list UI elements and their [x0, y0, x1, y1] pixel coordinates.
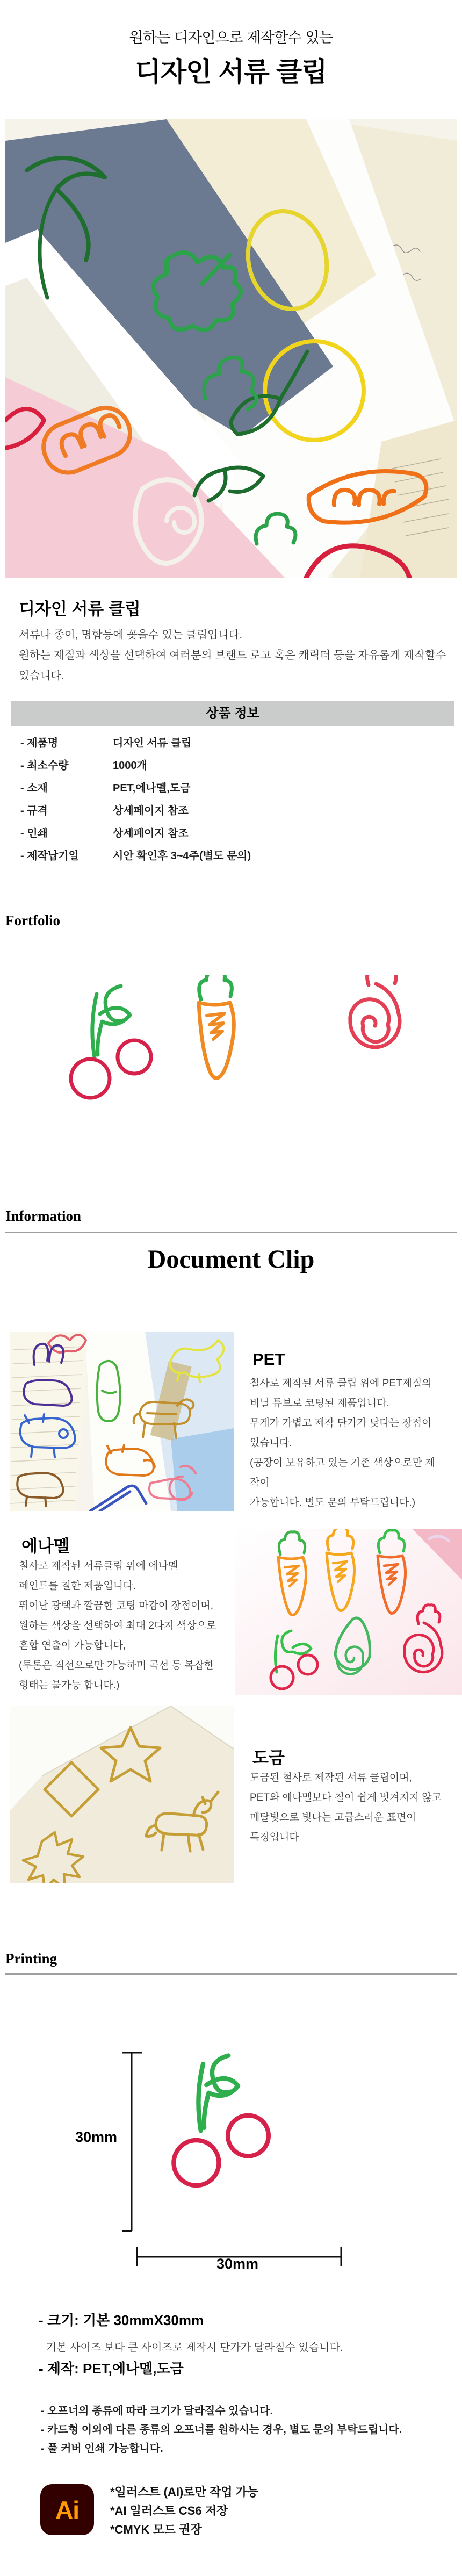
- product-info-row: [11, 824, 454, 847]
- note-line: - 오프너의 종류에 따라 크기가 달라질수 있습니다.: [41, 2405, 273, 2417]
- text-line: 페인트를 칠한 제품입니다.: [19, 1580, 136, 1592]
- product-info-row: [11, 779, 454, 802]
- row-value: 1000개: [113, 760, 147, 772]
- row-label: - 소재: [20, 782, 48, 794]
- document-clip-title: Document Clip: [147, 1245, 315, 1273]
- width-dimension-label: 30mm: [216, 2256, 259, 2272]
- row-value: 디자인 서류 클립: [113, 737, 192, 749]
- pet-sample-photo: [10, 1332, 234, 1511]
- material-heading: - 제작: PET,에나멜,도금: [39, 2361, 184, 2377]
- text-line: 혼합 연출이 가능합니다,: [19, 1640, 126, 1651]
- requirement-line: *일러스트 (AI)로만 작업 가능: [110, 2485, 259, 2499]
- intro-heading: 디자인 서류 클립: [19, 600, 141, 618]
- requirement-line: *AI 일러스트 CS6 저장: [110, 2504, 228, 2517]
- text-line: (공장이 보유하고 있는 기존 색상으로만 제작이: [250, 1457, 435, 1488]
- page-title: 디자인 서류 클립: [135, 57, 327, 87]
- intro-line: 있습니다.: [19, 670, 64, 682]
- row-value: 시안 확인후 3~4주(별도 문의): [113, 850, 251, 862]
- text-line: (투톤은 직선으로만 가능하며 곡선 등 복잡한: [19, 1660, 214, 1671]
- intro-line: 서류나 종이, 명함등에 꽂을수 있는 클립입니다.: [19, 629, 243, 641]
- page-subtitle: 원하는 디자인으로 제작할수 있는: [129, 30, 333, 46]
- text-line: 도금된 철사로 제작된 서류 클립이며,: [250, 1772, 412, 1783]
- text-line: 무게가 가볍고 제작 단가가 낮다는 장점이: [250, 1417, 432, 1429]
- row-value: PET,에나멜,도금: [113, 782, 191, 794]
- pet-section-text: [250, 1373, 443, 1513]
- text-line: 형태는 불가능 합니다.): [19, 1680, 120, 1691]
- enamel-section-heading: 에나멜: [21, 1537, 70, 1556]
- plating-section-text: [250, 1768, 449, 1847]
- portfolio-heading: Fortfolio: [5, 912, 60, 929]
- radish-clip: [350, 975, 400, 1047]
- carrot-clip: [199, 975, 234, 1078]
- text-line: 철사로 제작된 서류 클립 위에 PET제질의: [250, 1378, 432, 1389]
- text-line: 특징입니다: [250, 1832, 299, 1843]
- divider: [5, 1232, 457, 1233]
- hero-photo: [5, 119, 457, 578]
- file-requirements: [110, 2483, 258, 2539]
- intro-line: 원하는 제질과 색상을 선택하여 여러분의 브랜드 로고 혹은 캐릭터 등을 자유롭게 제작할수: [19, 649, 446, 661]
- product-info-header: 상품 정보: [11, 701, 454, 726]
- production-notes: [41, 2402, 402, 2458]
- plating-section-heading: 도금: [252, 1748, 285, 1767]
- ai-logo-label: Ai: [55, 2495, 79, 2524]
- row-label: - 최소수량: [20, 760, 69, 772]
- portfolio-clips-graphic: [0, 975, 462, 1126]
- row-label: - 제품명: [20, 737, 59, 749]
- divider: [5, 1973, 457, 1975]
- text-line: 비닐 튜브로 코팅된 제품입니다.: [250, 1398, 389, 1409]
- text-line: 가능합니다. 별도 문의 부탁드립니다.): [250, 1497, 416, 1508]
- plating-sample-photo: [10, 1706, 234, 1883]
- row-value: 상세페이지 참조: [113, 805, 189, 817]
- cherry-clip: [174, 2056, 268, 2186]
- text-line: PET와 에나멜보다 칠이 쉽게 벗겨지지 않고: [250, 1792, 442, 1803]
- note-line: - 풀 커버 인쇄 가능합니다.: [41, 2443, 163, 2455]
- text-line: 철사로 제작된 서류클립 위에 에나멜: [19, 1560, 178, 1572]
- printing-heading: Printing: [5, 1951, 57, 1967]
- pet-section-heading: PET: [252, 1350, 285, 1369]
- height-dimension-label: 30mm: [75, 2129, 118, 2145]
- product-info-row: [11, 757, 454, 779]
- row-label: - 규격: [20, 805, 48, 817]
- product-info-row: [11, 847, 454, 869]
- text-line: 메탈빛으로 빛나는 고급스러운 표면이: [250, 1812, 416, 1823]
- intro-paragraph: [19, 625, 449, 686]
- text-line: 있습니다.: [250, 1437, 292, 1449]
- requirement-line: *CMYK 모드 권장: [110, 2523, 202, 2536]
- gold-horse-bar: [147, 1413, 176, 1414]
- row-value: 상세페이지 참조: [113, 828, 189, 839]
- information-heading: Information: [5, 1208, 81, 1224]
- size-diagram: [75, 2042, 355, 2284]
- enamel-section-text: [19, 1556, 234, 1695]
- adobe-illustrator-icon: [40, 2484, 94, 2535]
- size-note: 기본 사이즈 보다 큰 사이즈로 제작시 단가가 달라질수 있습니다.: [46, 2342, 343, 2354]
- dimension-lines: [122, 2053, 341, 2266]
- size-heading: - 크기: 기본 30mmX30mm: [39, 2312, 204, 2328]
- note-line: - 카드형 이외에 다른 종류의 오프너를 원하시는 경우, 별도 문의 부탁드립니다.: [41, 2424, 402, 2436]
- text-line: 원하는 색상을 선택하여 최대 2다지 색상으로: [19, 1620, 216, 1631]
- row-label: - 제작납기일: [20, 850, 79, 862]
- row-label: - 인쇄: [20, 828, 48, 839]
- enamel-sample-photo: [235, 1529, 462, 1695]
- cherry-clip: [71, 986, 151, 1098]
- product-info-row: [11, 734, 454, 757]
- text-line: 뛰어난 광택과 깔끔한 코팅 마감이 장점이며,: [19, 1600, 214, 1611]
- product-info-row: [11, 802, 454, 824]
